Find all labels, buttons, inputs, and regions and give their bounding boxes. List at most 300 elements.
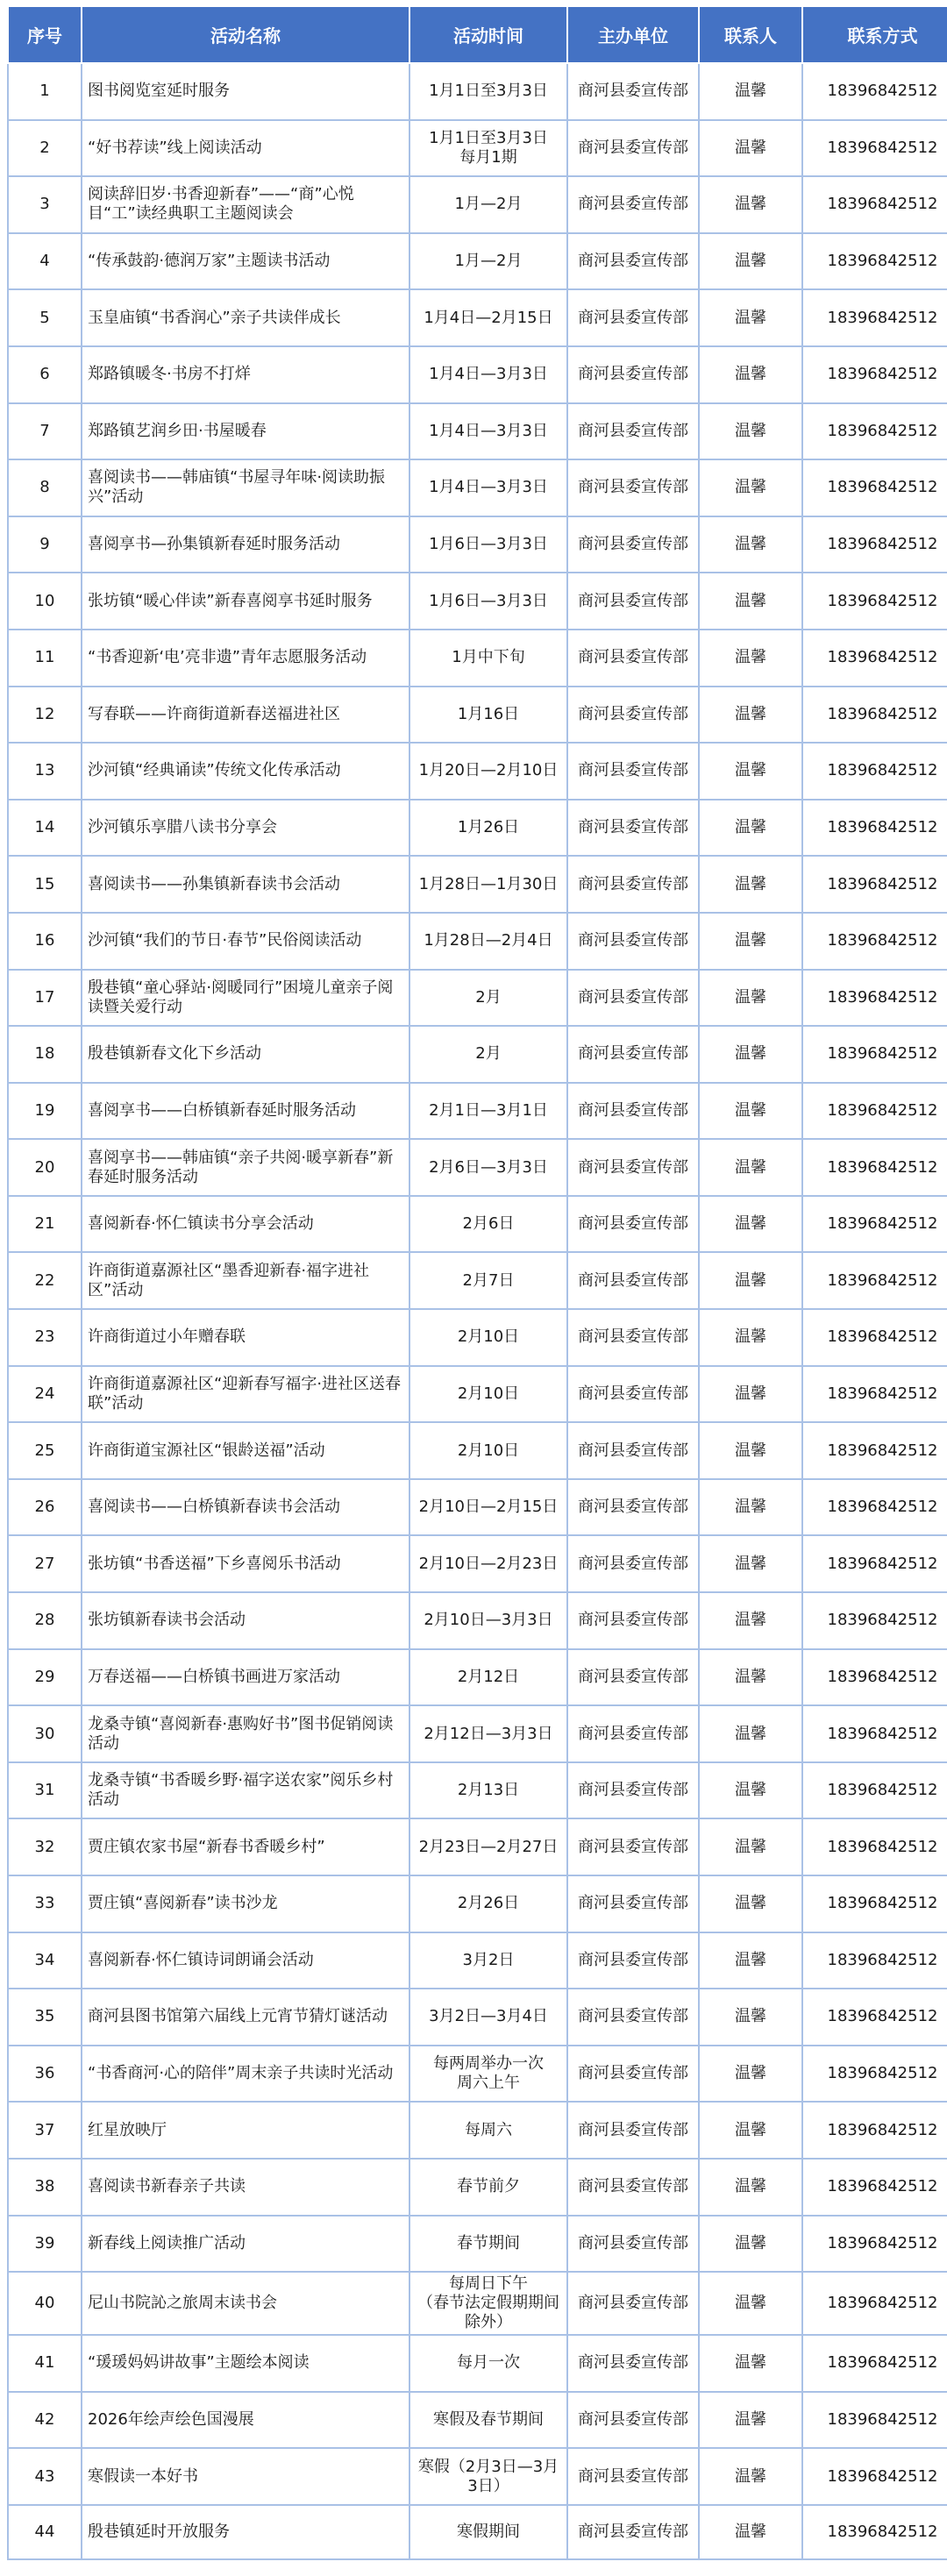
cell-time: 每两周举办一次 周六上午 xyxy=(409,2046,567,2103)
cell-num: 17 xyxy=(8,970,82,1027)
cell-contact: 温馨 xyxy=(699,1875,802,1932)
cell-phone: 18396842512 xyxy=(802,176,947,233)
cell-num: 36 xyxy=(8,2046,82,2103)
table-row xyxy=(8,2102,947,2159)
cell-org: 商河县委宣传部 xyxy=(567,913,699,970)
cell-name: 2026年绘声绘色国漫展 xyxy=(82,2392,409,2449)
cell-phone: 18396842512 xyxy=(802,1196,947,1253)
cell-num: 23 xyxy=(8,1309,82,1366)
cell-contact: 温馨 xyxy=(699,1252,802,1309)
cell-phone: 18396842512 xyxy=(802,1762,947,1819)
cell-num: 38 xyxy=(8,2159,82,2216)
cell-phone: 18396842512 xyxy=(802,687,947,744)
cell-contact: 温馨 xyxy=(699,516,802,573)
cell-phone: 18396842512 xyxy=(802,2159,947,2216)
table-row xyxy=(8,1196,947,1253)
cell-name: 殷巷镇延时开放服务 xyxy=(82,2505,409,2559)
cell-time: 1月1日至3月3日 xyxy=(409,63,567,120)
table-row xyxy=(8,687,947,744)
cell-num: 40 xyxy=(8,2272,82,2335)
cell-num: 32 xyxy=(8,1818,82,1875)
cell-time: 2月26日 xyxy=(409,1875,567,1932)
table-row xyxy=(8,1083,947,1140)
cell-name: “瑗瑗妈妈讲故事”主题绘本阅读 xyxy=(82,2335,409,2392)
cell-time: 3月2日 xyxy=(409,1932,567,1989)
cell-name: “好书荐读”线上阅读活动 xyxy=(82,120,409,177)
cell-name: 沙河镇“我们的节日·春节”民俗阅读活动 xyxy=(82,913,409,970)
cell-time: 1月—2月 xyxy=(409,233,567,290)
cell-name: 许商街道过小年赠春联 xyxy=(82,1309,409,1366)
cell-num: 26 xyxy=(8,1479,82,1536)
cell-contact: 温馨 xyxy=(699,346,802,403)
cell-org: 商河县委宣传部 xyxy=(567,1083,699,1140)
cell-org: 商河县委宣传部 xyxy=(567,1196,699,1253)
cell-name: 尼山书院訫之旅周末读书会 xyxy=(82,2272,409,2335)
cell-contact: 温馨 xyxy=(699,2216,802,2273)
cell-contact: 温馨 xyxy=(699,1649,802,1706)
table-row xyxy=(8,743,947,800)
header-name: 活动名称 xyxy=(82,6,409,63)
cell-phone: 18396842512 xyxy=(802,1309,947,1366)
cell-time: 寒假（2月3日—3月3日） xyxy=(409,2448,567,2505)
cell-num: 16 xyxy=(8,913,82,970)
cell-time: 2月6日—3月3日 xyxy=(409,1139,567,1196)
cell-contact: 温馨 xyxy=(699,2046,802,2103)
cell-phone: 18396842512 xyxy=(802,63,947,120)
cell-phone: 18396842512 xyxy=(802,1422,947,1479)
cell-name: 喜阅新春·怀仁镇诗词朗诵会活动 xyxy=(82,1932,409,1989)
cell-name: 万春送福——白桥镇书画进万家活动 xyxy=(82,1649,409,1706)
cell-num: 21 xyxy=(8,1196,82,1253)
cell-name: 喜阅享书——韩庙镇“亲子共阅·暖享新春”新春延时服务活动 xyxy=(82,1139,409,1196)
cell-phone: 18396842512 xyxy=(802,289,947,346)
cell-org: 商河县委宣传部 xyxy=(567,289,699,346)
cell-org: 商河县委宣传部 xyxy=(567,2159,699,2216)
cell-num: 3 xyxy=(8,176,82,233)
cell-phone: 18396842512 xyxy=(802,970,947,1027)
cell-org: 商河县委宣传部 xyxy=(567,800,699,857)
cell-phone: 18396842512 xyxy=(802,743,947,800)
cell-num: 33 xyxy=(8,1875,82,1932)
header-time: 活动时间 xyxy=(409,6,567,63)
cell-phone: 18396842512 xyxy=(802,403,947,460)
cell-num: 39 xyxy=(8,2216,82,2273)
cell-name: 图书阅览室延时服务 xyxy=(82,63,409,120)
cell-org: 商河县委宣传部 xyxy=(567,120,699,177)
cell-org: 商河县委宣传部 xyxy=(567,63,699,120)
table-row xyxy=(8,1989,947,2046)
cell-name: 张坊镇新春读书会活动 xyxy=(82,1592,409,1649)
cell-org: 商河县委宣传部 xyxy=(567,2448,699,2505)
cell-phone: 18396842512 xyxy=(802,1932,947,1989)
cell-name: 寒假读一本好书 xyxy=(82,2448,409,2505)
cell-contact: 温馨 xyxy=(699,1762,802,1819)
cell-contact: 温馨 xyxy=(699,687,802,744)
table-row xyxy=(8,2216,947,2273)
table-row xyxy=(8,2505,947,2559)
cell-phone: 18396842512 xyxy=(802,913,947,970)
cell-contact: 温馨 xyxy=(699,2272,802,2335)
cell-time: 每月一次 xyxy=(409,2335,567,2392)
cell-time: 2月 xyxy=(409,970,567,1027)
cell-phone: 18396842512 xyxy=(802,2335,947,2392)
table-row xyxy=(8,516,947,573)
cell-name: 喜阅读书——白桥镇新春读书会活动 xyxy=(82,1479,409,1536)
cell-num: 12 xyxy=(8,687,82,744)
cell-phone: 18396842512 xyxy=(802,459,947,516)
cell-phone: 18396842512 xyxy=(802,120,947,177)
cell-time: 1月28日—2月4日 xyxy=(409,913,567,970)
cell-name: 殷巷镇新春文化下乡活动 xyxy=(82,1026,409,1083)
cell-num: 44 xyxy=(8,2505,82,2559)
cell-contact: 温馨 xyxy=(699,913,802,970)
cell-time: 2月7日 xyxy=(409,1252,567,1309)
cell-org: 商河县委宣传部 xyxy=(567,1705,699,1762)
table-row xyxy=(8,459,947,516)
cell-name: 玉皇庙镇“书香润心”亲子共读伴成长 xyxy=(82,289,409,346)
cell-num: 20 xyxy=(8,1139,82,1196)
cell-name: 新春线上阅读推广活动 xyxy=(82,2216,409,2273)
cell-contact: 温馨 xyxy=(699,630,802,687)
cell-phone: 18396842512 xyxy=(802,1026,947,1083)
cell-phone: 18396842512 xyxy=(802,2216,947,2273)
cell-phone: 18396842512 xyxy=(802,233,947,290)
cell-phone: 18396842512 xyxy=(802,856,947,913)
cell-time: 2月 xyxy=(409,1026,567,1083)
table-body xyxy=(8,63,947,2559)
cell-name: 喜阅新春·怀仁镇读书分享会活动 xyxy=(82,1196,409,1253)
cell-contact: 温馨 xyxy=(699,800,802,857)
cell-name: 许商街道嘉源社区“迎新春写福字·进社区送春联”活动 xyxy=(82,1366,409,1423)
cell-contact: 温馨 xyxy=(699,743,802,800)
cell-phone: 18396842512 xyxy=(802,1875,947,1932)
cell-contact: 温馨 xyxy=(699,2448,802,2505)
cell-contact: 温馨 xyxy=(699,1366,802,1423)
cell-org: 商河县委宣传部 xyxy=(567,1592,699,1649)
table-row xyxy=(8,233,947,290)
cell-time: 每周六 xyxy=(409,2102,567,2159)
cell-num: 34 xyxy=(8,1932,82,1989)
table-row xyxy=(8,176,947,233)
cell-time: 1月16日 xyxy=(409,687,567,744)
cell-phone: 18396842512 xyxy=(802,2272,947,2335)
cell-org: 商河县委宣传部 xyxy=(567,2272,699,2335)
table-row xyxy=(8,120,947,177)
cell-contact: 温馨 xyxy=(699,856,802,913)
table-row xyxy=(8,1592,947,1649)
cell-contact: 温馨 xyxy=(699,1989,802,2046)
cell-phone: 18396842512 xyxy=(802,800,947,857)
cell-num: 25 xyxy=(8,1422,82,1479)
cell-phone: 18396842512 xyxy=(802,1818,947,1875)
cell-contact: 温馨 xyxy=(699,403,802,460)
table-row xyxy=(8,1479,947,1536)
cell-contact: 温馨 xyxy=(699,459,802,516)
cell-name: 张坊镇“书香送福”下乡喜阅乐书活动 xyxy=(82,1535,409,1592)
cell-org: 商河县委宣传部 xyxy=(567,1762,699,1819)
cell-name: 喜阅读书新春亲子共读 xyxy=(82,2159,409,2216)
cell-org: 商河县委宣传部 xyxy=(567,1649,699,1706)
cell-contact: 温馨 xyxy=(699,970,802,1027)
cell-name: 许商街道宝源社区“银龄送福”活动 xyxy=(82,1422,409,1479)
table-row xyxy=(8,1535,947,1592)
cell-org: 商河县委宣传部 xyxy=(567,176,699,233)
cell-org: 商河县委宣传部 xyxy=(567,2505,699,2559)
cell-name: “书香迎新‘电’亮非遗”青年志愿服务活动 xyxy=(82,630,409,687)
cell-phone: 18396842512 xyxy=(802,2102,947,2159)
cell-org: 商河县委宣传部 xyxy=(567,1366,699,1423)
cell-time: 2月12日 xyxy=(409,1649,567,1706)
table-row xyxy=(8,346,947,403)
cell-num: 7 xyxy=(8,403,82,460)
cell-num: 8 xyxy=(8,459,82,516)
cell-phone: 18396842512 xyxy=(802,1989,947,2046)
cell-num: 22 xyxy=(8,1252,82,1309)
cell-time: 1月—2月 xyxy=(409,176,567,233)
table-row xyxy=(8,2392,947,2449)
cell-org: 商河县委宣传部 xyxy=(567,1875,699,1932)
cell-contact: 温馨 xyxy=(699,2335,802,2392)
cell-contact: 温馨 xyxy=(699,120,802,177)
table-row xyxy=(8,289,947,346)
table-row xyxy=(8,573,947,630)
table-row xyxy=(8,1818,947,1875)
cell-phone: 18396842512 xyxy=(802,1535,947,1592)
cell-org: 商河县委宣传部 xyxy=(567,1989,699,2046)
cell-time: 3月2日—3月4日 xyxy=(409,1989,567,2046)
cell-org: 商河县委宣传部 xyxy=(567,856,699,913)
cell-name: 红星放映厅 xyxy=(82,2102,409,2159)
cell-name: 郑路镇艺润乡田·书屋暖春 xyxy=(82,403,409,460)
cell-phone: 18396842512 xyxy=(802,346,947,403)
table-row xyxy=(8,1705,947,1762)
cell-name: 写春联——许商街道新春送福进社区 xyxy=(82,687,409,744)
cell-time: 春节前夕 xyxy=(409,2159,567,2216)
cell-num: 29 xyxy=(8,1649,82,1706)
cell-num: 1 xyxy=(8,63,82,120)
cell-name: 张坊镇“暖心伴读”新春喜阅享书延时服务 xyxy=(82,573,409,630)
cell-name: 郑路镇暖冬·书房不打烊 xyxy=(82,346,409,403)
cell-name: 殷巷镇“童心驿站·阅暖同行”困境儿童亲子阅读暨关爱行动 xyxy=(82,970,409,1027)
cell-name: 喜阅读书——韩庙镇“书屋寻年味·阅读助振兴”活动 xyxy=(82,459,409,516)
cell-contact: 温馨 xyxy=(699,1026,802,1083)
cell-num: 19 xyxy=(8,1083,82,1140)
cell-phone: 18396842512 xyxy=(802,516,947,573)
table-header-row xyxy=(8,6,947,63)
cell-name: 沙河镇乐享腊八读书分享会 xyxy=(82,800,409,857)
cell-time: 春节期间 xyxy=(409,2216,567,2273)
table-row xyxy=(8,800,947,857)
cell-contact: 温馨 xyxy=(699,1592,802,1649)
cell-org: 商河县委宣传部 xyxy=(567,970,699,1027)
cell-org: 商河县委宣传部 xyxy=(567,2216,699,2273)
table-row xyxy=(8,1422,947,1479)
cell-num: 27 xyxy=(8,1535,82,1592)
cell-org: 商河县委宣传部 xyxy=(567,1139,699,1196)
cell-name: 喜阅享书——白桥镇新春延时服务活动 xyxy=(82,1083,409,1140)
cell-time: 2月13日 xyxy=(409,1762,567,1819)
table-row xyxy=(8,1649,947,1706)
cell-num: 41 xyxy=(8,2335,82,2392)
cell-phone: 18396842512 xyxy=(802,2448,947,2505)
cell-num: 11 xyxy=(8,630,82,687)
cell-org: 商河县委宣传部 xyxy=(567,573,699,630)
cell-name: 贾庄镇农家书屋“新春书香暖乡村” xyxy=(82,1818,409,1875)
table-row xyxy=(8,2448,947,2505)
table-row xyxy=(8,2335,947,2392)
cell-contact: 温馨 xyxy=(699,289,802,346)
cell-num: 10 xyxy=(8,573,82,630)
cell-num: 13 xyxy=(8,743,82,800)
cell-time: 1月中下旬 xyxy=(409,630,567,687)
cell-phone: 18396842512 xyxy=(802,573,947,630)
cell-phone: 18396842512 xyxy=(802,1479,947,1536)
cell-time: 2月10日—2月15日 xyxy=(409,1479,567,1536)
cell-org: 商河县委宣传部 xyxy=(567,1252,699,1309)
table-row xyxy=(8,913,947,970)
cell-contact: 温馨 xyxy=(699,1139,802,1196)
cell-contact: 温馨 xyxy=(699,1818,802,1875)
cell-phone: 18396842512 xyxy=(802,630,947,687)
table-row xyxy=(8,1026,947,1083)
cell-phone: 18396842512 xyxy=(802,1705,947,1762)
cell-name: 龙桑寺镇“喜阅新春·惠购好书”图书促销阅读活动 xyxy=(82,1705,409,1762)
cell-time: 寒假及春节期间 xyxy=(409,2392,567,2449)
cell-phone: 18396842512 xyxy=(802,2505,947,2559)
cell-time: 2月1日—3月1日 xyxy=(409,1083,567,1140)
cell-time: 1月6日—3月3日 xyxy=(409,516,567,573)
table-row xyxy=(8,63,947,120)
cell-time: 2月10日—3月3日 xyxy=(409,1592,567,1649)
cell-name: 沙河镇“经典诵读”传统文化传承活动 xyxy=(82,743,409,800)
cell-org: 商河县委宣传部 xyxy=(567,630,699,687)
cell-org: 商河县委宣传部 xyxy=(567,2102,699,2159)
cell-contact: 温馨 xyxy=(699,1196,802,1253)
table-row xyxy=(8,970,947,1027)
cell-time: 2月10日 xyxy=(409,1366,567,1423)
cell-contact: 温馨 xyxy=(699,1932,802,1989)
table-row xyxy=(8,2272,947,2335)
cell-phone: 18396842512 xyxy=(802,1366,947,1423)
table-row xyxy=(8,1252,947,1309)
cell-name: 许商街道嘉源社区“墨香迎新春·福字进社区”活动 xyxy=(82,1252,409,1309)
table-row xyxy=(8,1762,947,1819)
cell-time: 2月23日—2月27日 xyxy=(409,1818,567,1875)
cell-num: 5 xyxy=(8,289,82,346)
cell-org: 商河县委宣传部 xyxy=(567,1818,699,1875)
activity-table xyxy=(7,5,947,2560)
table-row xyxy=(8,1309,947,1366)
cell-contact: 温馨 xyxy=(699,2102,802,2159)
cell-phone: 18396842512 xyxy=(802,1252,947,1309)
cell-num: 24 xyxy=(8,1366,82,1423)
table-row xyxy=(8,403,947,460)
table-row xyxy=(8,1875,947,1932)
cell-phone: 18396842512 xyxy=(802,1139,947,1196)
table-row xyxy=(8,2046,947,2103)
cell-time: 1月26日 xyxy=(409,800,567,857)
cell-name: 喜阅读书——孙集镇新春读书会活动 xyxy=(82,856,409,913)
cell-num: 18 xyxy=(8,1026,82,1083)
cell-name: 商河县图书馆第六届线上元宵节猜灯谜活动 xyxy=(82,1989,409,2046)
cell-time: 每周日下午 （春节法定假期期间除外） xyxy=(409,2272,567,2335)
cell-time: 2月6日 xyxy=(409,1196,567,1253)
cell-contact: 温馨 xyxy=(699,1705,802,1762)
cell-contact: 温馨 xyxy=(699,1309,802,1366)
cell-org: 商河县委宣传部 xyxy=(567,403,699,460)
header-phone: 联系方式 xyxy=(802,6,947,63)
cell-num: 15 xyxy=(8,856,82,913)
cell-contact: 温馨 xyxy=(699,2505,802,2559)
cell-num: 35 xyxy=(8,1989,82,2046)
cell-org: 商河县委宣传部 xyxy=(567,1535,699,1592)
cell-num: 9 xyxy=(8,516,82,573)
header-contact: 联系人 xyxy=(699,6,802,63)
cell-contact: 温馨 xyxy=(699,1479,802,1536)
cell-phone: 18396842512 xyxy=(802,2392,947,2449)
cell-name: 阅读辞旧岁·书香迎新春”——“商”心悦目“工”读经典职工主题阅读会 xyxy=(82,176,409,233)
cell-num: 4 xyxy=(8,233,82,290)
cell-org: 商河县委宣传部 xyxy=(567,1422,699,1479)
cell-phone: 18396842512 xyxy=(802,2046,947,2103)
cell-time: 2月10日—2月23日 xyxy=(409,1535,567,1592)
cell-num: 30 xyxy=(8,1705,82,1762)
cell-phone: 18396842512 xyxy=(802,1649,947,1706)
cell-time: 1月4日—3月3日 xyxy=(409,346,567,403)
cell-contact: 温馨 xyxy=(699,573,802,630)
cell-contact: 温馨 xyxy=(699,1422,802,1479)
activity-table-container xyxy=(7,5,947,2560)
table-row xyxy=(8,856,947,913)
cell-contact: 温馨 xyxy=(699,233,802,290)
cell-name: “传承鼓韵·德润万家”主题读书活动 xyxy=(82,233,409,290)
cell-org: 商河县委宣传部 xyxy=(567,1932,699,1989)
cell-org: 商河县委宣传部 xyxy=(567,346,699,403)
table-row xyxy=(8,630,947,687)
cell-contact: 温馨 xyxy=(699,1083,802,1140)
header-org: 主办单位 xyxy=(567,6,699,63)
table-row xyxy=(8,1366,947,1423)
cell-time: 2月10日 xyxy=(409,1422,567,1479)
cell-time: 2月12日—3月3日 xyxy=(409,1705,567,1762)
cell-time: 1月4日—2月15日 xyxy=(409,289,567,346)
cell-org: 商河县委宣传部 xyxy=(567,2335,699,2392)
cell-org: 商河县委宣传部 xyxy=(567,1479,699,1536)
cell-name: “书香商河·心的陪伴”周末亲子共读时光活动 xyxy=(82,2046,409,2103)
cell-contact: 温馨 xyxy=(699,2159,802,2216)
cell-contact: 温馨 xyxy=(699,176,802,233)
cell-org: 商河县委宣传部 xyxy=(567,2392,699,2449)
cell-org: 商河县委宣传部 xyxy=(567,459,699,516)
cell-org: 商河县委宣传部 xyxy=(567,1309,699,1366)
cell-num: 37 xyxy=(8,2102,82,2159)
cell-org: 商河县委宣传部 xyxy=(567,1026,699,1083)
cell-phone: 18396842512 xyxy=(802,1592,947,1649)
cell-phone: 18396842512 xyxy=(802,1083,947,1140)
cell-num: 6 xyxy=(8,346,82,403)
cell-name: 贾庄镇“喜阅新春”读书沙龙 xyxy=(82,1875,409,1932)
cell-num: 42 xyxy=(8,2392,82,2449)
table-row xyxy=(8,1139,947,1196)
cell-contact: 温馨 xyxy=(699,63,802,120)
cell-time: 1月1日至3月3日 每月1期 xyxy=(409,120,567,177)
cell-num: 31 xyxy=(8,1762,82,1819)
cell-org: 商河县委宣传部 xyxy=(567,233,699,290)
table-row xyxy=(8,1932,947,1989)
cell-contact: 温馨 xyxy=(699,1535,802,1592)
cell-time: 1月28日—1月30日 xyxy=(409,856,567,913)
cell-org: 商河县委宣传部 xyxy=(567,2046,699,2103)
